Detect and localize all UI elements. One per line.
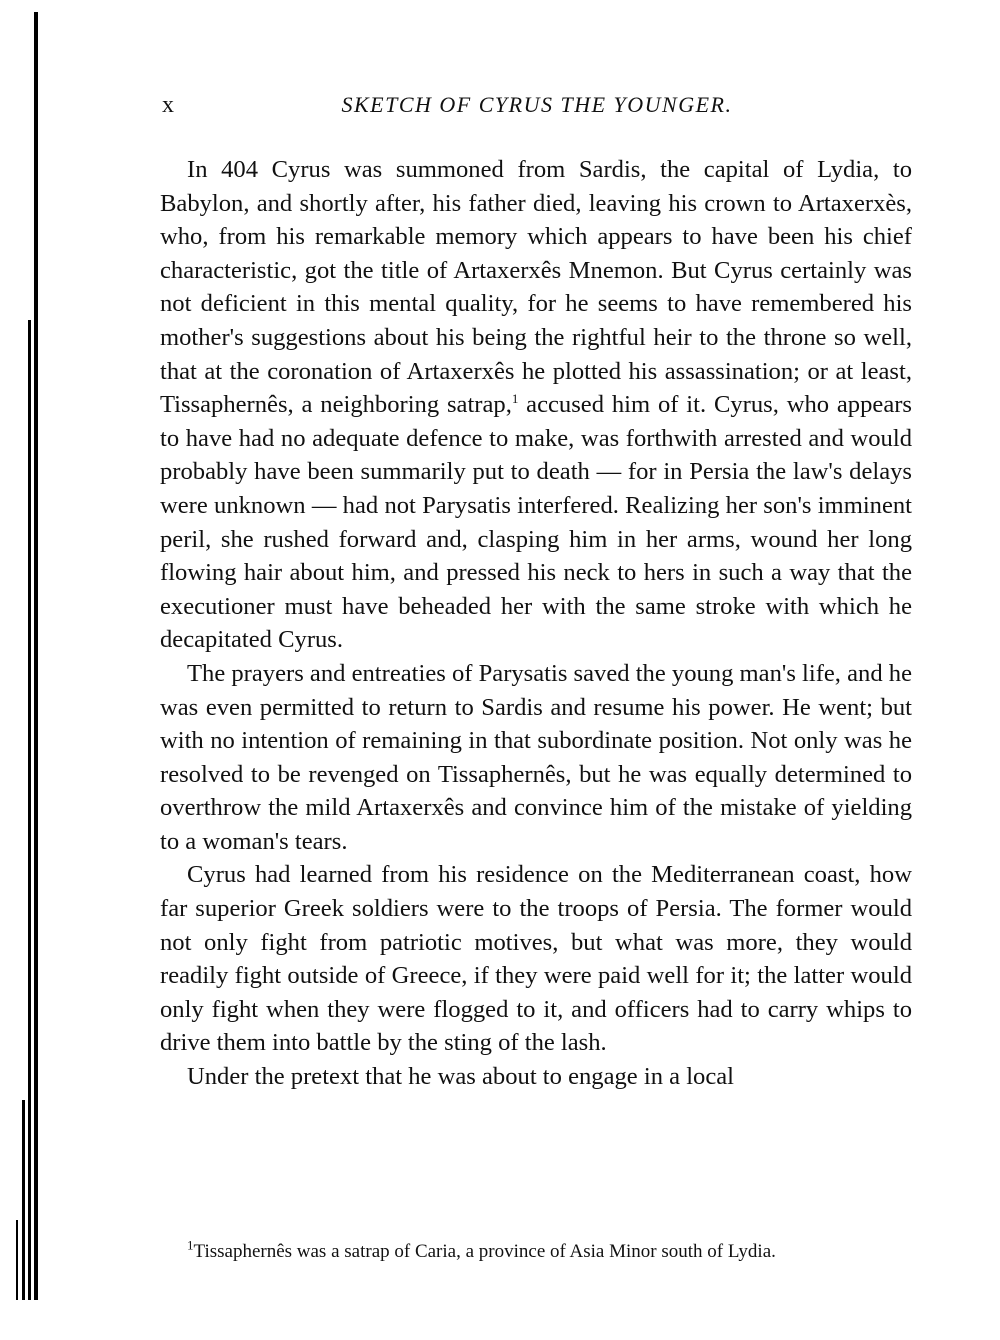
book-binding-edge [16, 1220, 18, 1300]
page-header [162, 92, 912, 122]
paragraph-text: In 404 Cyrus was summoned from Sardis, the capital of Lydia, to Babylon, and shortly after, his father died, leaving his crown to Artaxerxès, who, from his remarkable memory which appears to have been his chief characteristic, got the title of Artaxerxês Mnemon. But Cyrus certainly was not deficient in this mental quality, for he seems to have remembered his mother's suggestions about his being the rightful heir to the throne so well, that at the coronation of Artaxerxês he plotted his assassination; or at least, Tissaphernês, a neighboring satrap, [160, 156, 912, 419]
footnote-text: Tissaphernês was a satrap of Caria, a province of Asia Minor south of Lydia. [193, 1241, 776, 1262]
footnote-paragraph [160, 1238, 912, 1265]
paragraph-text: accused him of it. Cyrus, who appears to have had no adequate defence to make, was forthwith arrested and would probably have been summarily put to death — for in Persia the law's delays were unknown — had not Parysatis interfered. Realizing her son's imminent peril, she rushed forward and, clasping him in her arms, wound her long flowing hair about him, and pressed his neck to hers in such a way that the executioner must have beheaded her with the same stroke with which he decapitated Cyrus. [160, 391, 912, 654]
footnote-marker: 1 [187, 1237, 194, 1253]
running-title: SKETCH OF CYRUS THE YOUNGER. [341, 92, 733, 117]
footnote-reference: 1 [511, 390, 519, 406]
paragraph [160, 153, 912, 657]
body-text [160, 153, 912, 1094]
paragraph: Under the pretext that he was about to engage in a local [187, 1063, 735, 1091]
book-binding-edge [28, 320, 31, 1300]
footnote [160, 1238, 912, 1265]
paragraph: Cyrus had learned from his residence on the Mediterranean coast, how far superior Greek soldiers were to the troops of Persia. The former would not only fight from patriotic motives, but what was more, they would readily fight outside of Greece, if they were paid well for it; the latter would only fight when they were flogged to it, and officers had to carry whips to drive them into battle by the sting of the lash. [160, 861, 912, 1057]
paragraph: The prayers and entreaties of Parysatis saved the young man's life, and he was even permitted to return to Sardis and resume his power. He went; but with no intention of remaining in that subordinate position. Not only was he resolved to be revenged on Tissaphernês, but he was equally determined to overthrow the mild Artaxerxês and convince him of the mistake of yielding to a woman's tears. [160, 659, 912, 855]
book-binding-edge [34, 12, 38, 1300]
page-number: x [162, 92, 174, 118]
book-binding-edge [22, 1100, 25, 1300]
